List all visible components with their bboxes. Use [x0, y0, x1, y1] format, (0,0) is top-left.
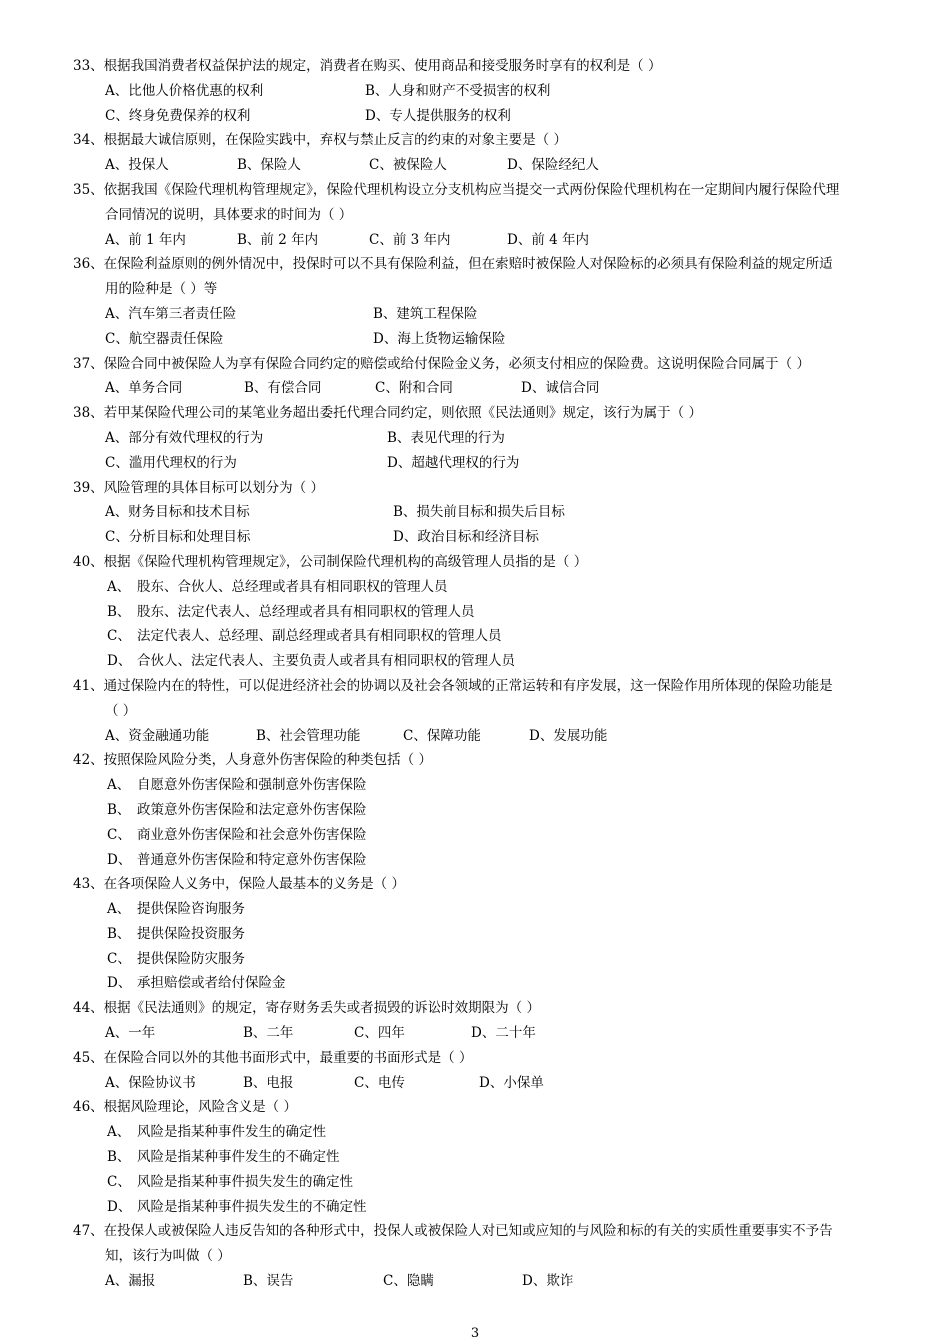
- option-row: [73, 724, 888, 749]
- option-text: 提供保险防灾服务: [137, 950, 245, 967]
- option-item: [73, 798, 888, 823]
- question: [73, 872, 888, 996]
- option-text: 风险是指某种事件发生的确定性: [137, 1124, 326, 1141]
- option-text: 政策意外伤害保险和法定意外伤害保险: [137, 801, 367, 818]
- question: [73, 252, 888, 351]
- question-stem: 39、风险管理的具体目标可以划分为（ ）: [73, 479, 324, 496]
- question: [73, 996, 888, 1046]
- option-item: B、误告: [243, 1273, 294, 1290]
- option-item: A、保险协议书: [105, 1074, 196, 1091]
- option-item: D、海上货物运输保险: [373, 330, 506, 347]
- option-item: D、发展功能: [529, 727, 608, 744]
- option-letter: C、: [107, 950, 131, 967]
- option-item: [73, 624, 888, 649]
- question-stem: 36、在保险利益原则的例外情况中，投保时可以不具有保险利益，但在索赔时被保险人对保险标的必须具有保险利益的规定所适: [73, 256, 833, 273]
- option-row: [73, 79, 888, 104]
- option-row: [73, 451, 888, 476]
- option-item: A、财务目标和技术目标: [105, 504, 250, 521]
- option-text: 提供保险投资服务: [137, 925, 245, 942]
- question: [73, 1219, 888, 1293]
- option-letter: D、: [107, 975, 132, 992]
- option-item: B、保险人: [237, 157, 301, 174]
- option-item: A、一年: [105, 1025, 156, 1042]
- option-item: C、航空器责任保险: [105, 330, 224, 347]
- option-item: B、损失前目标和损失后目标: [393, 504, 565, 521]
- option-item: [73, 1195, 888, 1220]
- option-letter: B、: [107, 603, 131, 620]
- option-item: [73, 897, 888, 922]
- option-item: C、隐瞒: [383, 1273, 434, 1290]
- option-item: C、前 3 年内: [369, 231, 451, 248]
- question-stem: 40、根据《保险代理机构管理规定》，公司制保险代理机构的高级管理人员指的是（ ）: [73, 553, 588, 570]
- option-item: B、有偿合同: [244, 380, 322, 397]
- option-row: [73, 1269, 888, 1294]
- option-letter: C、: [107, 826, 131, 843]
- option-item: C、被保险人: [369, 157, 447, 174]
- option-text: 风险是指某种事件损失发生的不确定性: [137, 1198, 367, 1215]
- option-item: [73, 971, 888, 996]
- option-item: A、单务合同: [105, 380, 183, 397]
- question-stem: 46、根据风险理论，风险含义是（ ）: [73, 1099, 297, 1116]
- option-item: A、前 1 年内: [105, 231, 186, 248]
- question-stem-continued: 用的险种是（ ）等: [105, 281, 218, 298]
- option-row: [73, 228, 888, 253]
- option-letter: D、: [107, 851, 132, 868]
- question: [73, 401, 888, 475]
- option-item: C、附和合同: [375, 380, 453, 397]
- option-letter: C、: [107, 628, 131, 645]
- option-item: B、二年: [243, 1025, 294, 1042]
- option-item: C、滥用代理权的行为: [105, 454, 237, 471]
- option-item: C、保障功能: [403, 727, 481, 744]
- question-stem: 35、依据我国《保险代理机构管理规定》，保险代理机构设立分支机构应当提交一式两份保险代理机构在一定期间内履行保险代理: [73, 181, 840, 198]
- option-letter: D、: [107, 1198, 132, 1215]
- option-item: [73, 848, 888, 873]
- option-item: [73, 1170, 888, 1195]
- question-stem: 45、在保险合同以外的其他书面形式中，最重要的书面形式是（ ）: [73, 1049, 473, 1066]
- question: [73, 1046, 888, 1096]
- question-stem: 47、在投保人或被保险人违反告知的各种形式中，投保人或被保险人对已知或应知的与风险和标的有关的实质性重要事实不予告: [73, 1223, 833, 1240]
- option-item: [73, 947, 888, 972]
- option-item: A、资金融通功能: [105, 727, 210, 744]
- option-item: C、四年: [354, 1025, 405, 1042]
- option-letter: A、: [107, 777, 131, 794]
- question: [73, 128, 888, 178]
- option-item: D、二十年: [471, 1025, 536, 1042]
- option-item: [73, 922, 888, 947]
- option-letter: A、: [107, 901, 131, 918]
- option-item: [73, 600, 888, 625]
- option-item: D、超越代理权的行为: [387, 454, 520, 471]
- option-item: B、人身和财产不受损害的权利: [365, 82, 551, 99]
- option-item: [73, 1120, 888, 1145]
- question-stem: 42、按照保险风险分类，人身意外伤害保险的种类包括（ ）: [73, 752, 432, 769]
- question-stem-continued: （ ）: [105, 702, 137, 719]
- question-stem: 38、若甲某保险代理公司的某笔业务超出委托代理合同约定，则依照《民法通则》规定，该行为属于（ ）: [73, 405, 702, 422]
- option-item: C、分析目标和处理目标: [105, 529, 251, 546]
- question: [73, 178, 888, 252]
- option-item: A、比他人价格优惠的权利: [105, 82, 264, 99]
- question: [73, 550, 888, 674]
- option-item: B、前 2 年内: [237, 231, 319, 248]
- option-text: 风险是指某种事件损失发生的确定性: [137, 1173, 353, 1190]
- option-text: 股东、合伙人、总经理或者具有相同职权的管理人员: [137, 578, 448, 595]
- option-row: [73, 302, 888, 327]
- option-letter: B、: [107, 801, 131, 818]
- option-row: [73, 153, 888, 178]
- option-item: [73, 649, 888, 674]
- option-row: [73, 376, 888, 401]
- option-row: [73, 327, 888, 352]
- option-item: [73, 773, 888, 798]
- question: [73, 674, 888, 748]
- option-text: 商业意外伤害保险和社会意外伤害保险: [137, 826, 367, 843]
- question: [73, 476, 888, 550]
- option-item: D、欺诈: [522, 1273, 574, 1290]
- option-row: [73, 426, 888, 451]
- option-letter: C、: [107, 1173, 131, 1190]
- option-item: A、部分有效代理权的行为: [105, 429, 264, 446]
- option-letter: D、: [107, 653, 132, 670]
- option-item: A、汽车第三者责任险: [105, 305, 237, 322]
- question: [73, 352, 888, 402]
- question-stem: 37、保险合同中被保险人为享有保险合同约定的赔偿或给付保险金义务，必须支付相应的保险费。这说明保险合同属于（ ）: [73, 355, 810, 372]
- option-letter: A、: [107, 578, 131, 595]
- question: [73, 748, 888, 872]
- question-stem: 41、通过保险内在的特性，可以促进经济社会的协调以及社会各领域的正常运转和有序发展，这一保险作用所体现的保险功能是: [73, 677, 833, 694]
- option-item: B、电报: [243, 1074, 294, 1091]
- question: [73, 54, 888, 128]
- question-list: [73, 54, 888, 1294]
- question: [73, 1095, 888, 1219]
- option-text: 普通意外伤害保险和特定意外伤害保险: [137, 851, 367, 868]
- option-item: C、终身免费保养的权利: [105, 107, 251, 124]
- option-item: D、诚信合同: [521, 380, 600, 397]
- option-item: D、专人提供服务的权利: [365, 107, 511, 124]
- option-row: [73, 104, 888, 129]
- option-item: [73, 823, 888, 848]
- option-text: 承担赔偿或者给付保险金: [137, 975, 286, 992]
- option-item: B、社会管理功能: [256, 727, 361, 744]
- option-item: B、表见代理的行为: [387, 429, 505, 446]
- option-row: [73, 1021, 888, 1046]
- option-text: 自愿意外伤害保险和强制意外伤害保险: [137, 777, 367, 794]
- option-letter: A、: [107, 1124, 131, 1141]
- option-item: B、建筑工程保险: [373, 305, 478, 322]
- option-item: [73, 1145, 888, 1170]
- option-item: A、投保人: [105, 157, 169, 174]
- option-item: D、保险经纪人: [507, 157, 599, 174]
- option-item: D、政治目标和经济目标: [393, 529, 539, 546]
- option-item: [73, 575, 888, 600]
- question-stem-continued: 知，该行为叫做（ ）: [105, 1248, 231, 1265]
- option-item: D、前 4 年内: [507, 231, 589, 248]
- option-row: [73, 525, 888, 550]
- option-letter: B、: [107, 925, 131, 942]
- option-row: [73, 1071, 888, 1096]
- question-stem-continued: 合同情况的说明，具体要求的时间为（ ）: [105, 206, 353, 223]
- question-stem: 33、根据我国消费者权益保护法的规定，消费者在购买、使用商品和接受服务时享有的权利是（ ）: [73, 58, 662, 74]
- option-text: 提供保险咨询服务: [137, 901, 245, 918]
- option-item: C、电传: [354, 1074, 405, 1091]
- option-letter: B、: [107, 1149, 131, 1166]
- option-text: 风险是指某种事件发生的不确定性: [137, 1149, 340, 1166]
- question-stem: 43、在各项保险人义务中，保险人最基本的义务是（ ）: [73, 876, 405, 893]
- option-text: 合伙人、法定代表人、主要负责人或者具有相同职权的管理人员: [137, 653, 515, 670]
- option-item: D、小保单: [479, 1074, 544, 1091]
- question-stem: 34、根据最大诚信原则，在保险实践中，弃权与禁止反言的约束的对象主要是（ ）: [73, 132, 567, 149]
- option-row: [73, 500, 888, 525]
- option-item: A、漏报: [105, 1273, 156, 1290]
- question-stem: 44、根据《民法通则》的规定，寄存财务丢失或者损毁的诉讼时效期限为（ ）: [73, 1000, 540, 1017]
- page-number: 3: [470, 1326, 480, 1341]
- option-text: 法定代表人、总经理、副总经理或者具有相同职权的管理人员: [137, 628, 502, 645]
- option-text: 股东、法定代表人、总经理或者具有相同职权的管理人员: [137, 603, 475, 620]
